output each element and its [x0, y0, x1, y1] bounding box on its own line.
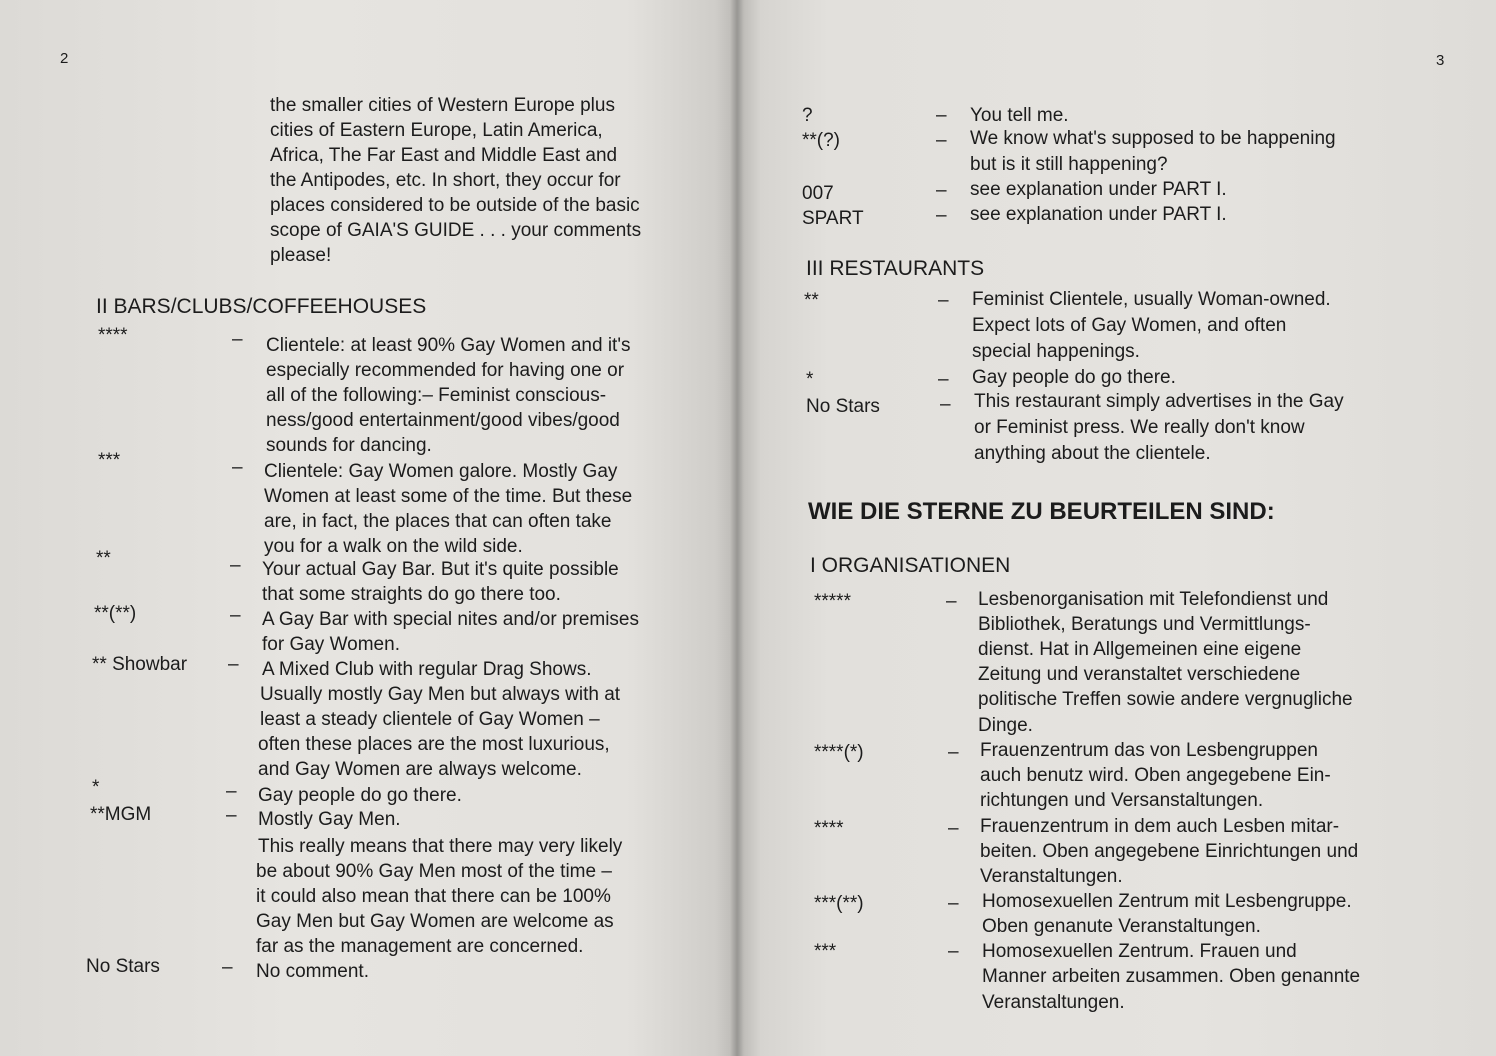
- entry-line: all of the following:– Feminist conscious-: [266, 385, 607, 406]
- section-heading: III RESTAURANTS: [806, 257, 985, 280]
- entry-line: Your actual Gay Bar. But it's quite possible: [262, 559, 619, 580]
- entry-line: sounds for dancing.: [266, 435, 432, 456]
- dash: –: [232, 329, 243, 350]
- page-number: 3: [1436, 52, 1445, 69]
- dash: –: [228, 654, 239, 675]
- rating-mark: ****(*): [814, 742, 864, 763]
- dash: –: [938, 369, 949, 390]
- entry-line: Dinge.: [978, 715, 1033, 736]
- rating-mark: No Stars: [86, 956, 160, 977]
- entry-line: This really means that there may very likely: [258, 836, 623, 857]
- rating-mark: ***: [814, 941, 837, 962]
- dash: –: [940, 394, 951, 415]
- entry-line: Feminist Clientele, usually Woman-owned.: [972, 289, 1331, 310]
- dash: –: [946, 591, 957, 612]
- dash: –: [230, 605, 241, 626]
- entry-line: anything about the clientele.: [974, 443, 1211, 464]
- entry-line: Expect lots of Gay Women, and often: [972, 315, 1287, 336]
- entry-line: richtungen und Versanstaltungen.: [980, 790, 1264, 811]
- section-heading: II BARS/CLUBS/COFFEEHOUSES: [96, 295, 427, 318]
- rating-mark: SPART: [802, 208, 864, 229]
- entry-line: ness/good entertainment/good vibes/good: [266, 410, 620, 431]
- dash: –: [232, 457, 243, 478]
- dash: –: [948, 742, 959, 763]
- entry-line: beiten. Oben angegebene Einrichtungen und: [980, 841, 1359, 862]
- entry-line: A Mixed Club with regular Drag Shows.: [262, 659, 592, 680]
- entry-line: You tell me.: [970, 105, 1069, 126]
- dash: –: [936, 205, 947, 226]
- entry-line: This restaurant simply advertises in the Gay: [974, 391, 1344, 412]
- entry-line: that some straights do go there too.: [262, 584, 561, 605]
- entry-line: often these places are the most luxurious,: [258, 734, 610, 755]
- entry-line: Mostly Gay Men.: [258, 809, 401, 830]
- entry-line: you for a walk on the wild side.: [264, 536, 523, 557]
- rating-mark: ?: [802, 105, 813, 126]
- entry-line: Veranstaltungen.: [982, 992, 1125, 1013]
- intro-line: places considered to be outside of the basic: [270, 195, 640, 216]
- entry-line: Women at least some of the time. But these: [264, 486, 633, 507]
- rating-mark: No Stars: [806, 396, 880, 417]
- rating-mark: **: [96, 548, 111, 569]
- rating-mark: ****: [814, 818, 844, 839]
- dash: –: [226, 805, 237, 826]
- entry-line: see explanation under PART I.: [970, 204, 1227, 225]
- entry-line: Frauenzentrum in dem auch Lesben mitar-: [980, 816, 1340, 837]
- entry-line: Lesbenorganisation mit Telefondienst und: [978, 589, 1329, 610]
- entry-line: be about 90% Gay Men most of the time –: [256, 861, 612, 882]
- left-page: [0, 0, 738, 1056]
- entry-line: Homosexuellen Zentrum. Frauen und: [982, 941, 1297, 962]
- rating-mark: *: [92, 777, 100, 798]
- entry-line: We know what's supposed to be happening: [970, 128, 1336, 149]
- entry-line: Clientele: Gay Women galore. Mostly Gay: [264, 461, 618, 482]
- entry-line: Homosexuellen Zentrum mit Lesbengruppe.: [982, 891, 1352, 912]
- rating-mark: *: [806, 369, 814, 390]
- dash: –: [938, 290, 949, 311]
- rating-mark: ***(**): [814, 893, 864, 914]
- entry-line: dienst. Hat in Allgemeinen eine eigene: [978, 639, 1302, 660]
- entry-line: Veranstaltungen.: [980, 866, 1123, 887]
- entry-line: for Gay Women.: [262, 634, 400, 655]
- rating-mark: ***: [98, 450, 121, 471]
- entry-line: politische Treffen sowie andere vergnugliche: [978, 689, 1353, 710]
- rating-mark: **: [804, 290, 819, 311]
- dash: –: [936, 130, 947, 151]
- rating-mark: ****: [98, 325, 128, 346]
- entry-line: Oben genanute Veranstaltungen.: [982, 916, 1261, 937]
- entry-line: special happenings.: [972, 341, 1140, 362]
- german-title: WIE DIE STERNE ZU BEURTEILEN SIND:: [808, 498, 1275, 525]
- book-gutter: [730, 0, 744, 1056]
- intro-line: the smaller cities of Western Europe plus: [270, 95, 615, 116]
- intro-line: scope of GAIA'S GUIDE . . . your comments: [270, 220, 642, 241]
- intro-line: cities of Eastern Europe, Latin America,: [270, 120, 603, 141]
- entry-line: are, in fact, the places that can often take: [264, 511, 612, 532]
- entry-line: least a steady clientele of Gay Women –: [260, 709, 600, 730]
- rating-mark: **(**): [94, 603, 137, 624]
- intro-line: please!: [270, 245, 332, 266]
- entry-line: and Gay Women are always welcome.: [258, 759, 582, 780]
- entry-line: see explanation under PART I.: [970, 179, 1227, 200]
- dash: –: [948, 941, 959, 962]
- rating-mark: *****: [814, 591, 851, 612]
- entry-line: it could also mean that there can be 100%: [256, 886, 611, 907]
- dash: –: [226, 781, 237, 802]
- dash: –: [948, 818, 959, 839]
- entry-line: far as the management are concerned.: [256, 936, 584, 957]
- entry-line: Usually mostly Gay Men but always with at: [260, 684, 621, 705]
- intro-line: Africa, The Far East and Middle East and: [270, 145, 618, 166]
- entry-line: especially recommended for having one or: [266, 360, 625, 381]
- entry-line: Gay people do go there.: [972, 367, 1176, 388]
- rating-mark: 007: [802, 183, 834, 204]
- right-page: [738, 0, 1496, 1056]
- entry-line: Zeitung und veranstaltet verschiedene: [978, 664, 1301, 685]
- entry-line: Manner arbeiten zusammen. Oben genannte: [982, 966, 1361, 987]
- dash: –: [936, 105, 947, 126]
- entry-line: A Gay Bar with special nites and/or premises: [262, 609, 640, 630]
- dash: –: [936, 180, 947, 201]
- dash: –: [222, 957, 233, 978]
- page-number: 2: [60, 50, 69, 67]
- entry-line: or Feminist press. We really don't know: [974, 417, 1305, 438]
- section-heading: I ORGANISATIONEN: [810, 554, 1011, 577]
- entry-line: Clientele: at least 90% Gay Women and it's: [266, 335, 631, 356]
- entry-line: but is it still happening?: [970, 154, 1168, 175]
- rating-mark: **(?): [802, 130, 841, 151]
- dash: –: [230, 555, 241, 576]
- entry-line: Frauenzentrum das von Lesbengruppen: [980, 740, 1319, 761]
- entry-line: Gay people do go there.: [258, 785, 462, 806]
- rating-mark: **MGM: [90, 804, 152, 825]
- entry-line: Bibliothek, Beratungs und Vermittlungs-: [978, 614, 1311, 635]
- dash: –: [948, 893, 959, 914]
- entry-line: Gay Men but Gay Women are welcome as: [256, 911, 614, 932]
- entry-line: No comment.: [256, 961, 369, 982]
- entry-line: auch benutz wird. Oben angegebene Ein-: [980, 765, 1331, 786]
- rating-mark: ** Showbar: [92, 654, 188, 675]
- intro-line: the Antipodes, etc. In short, they occur for: [270, 170, 621, 191]
